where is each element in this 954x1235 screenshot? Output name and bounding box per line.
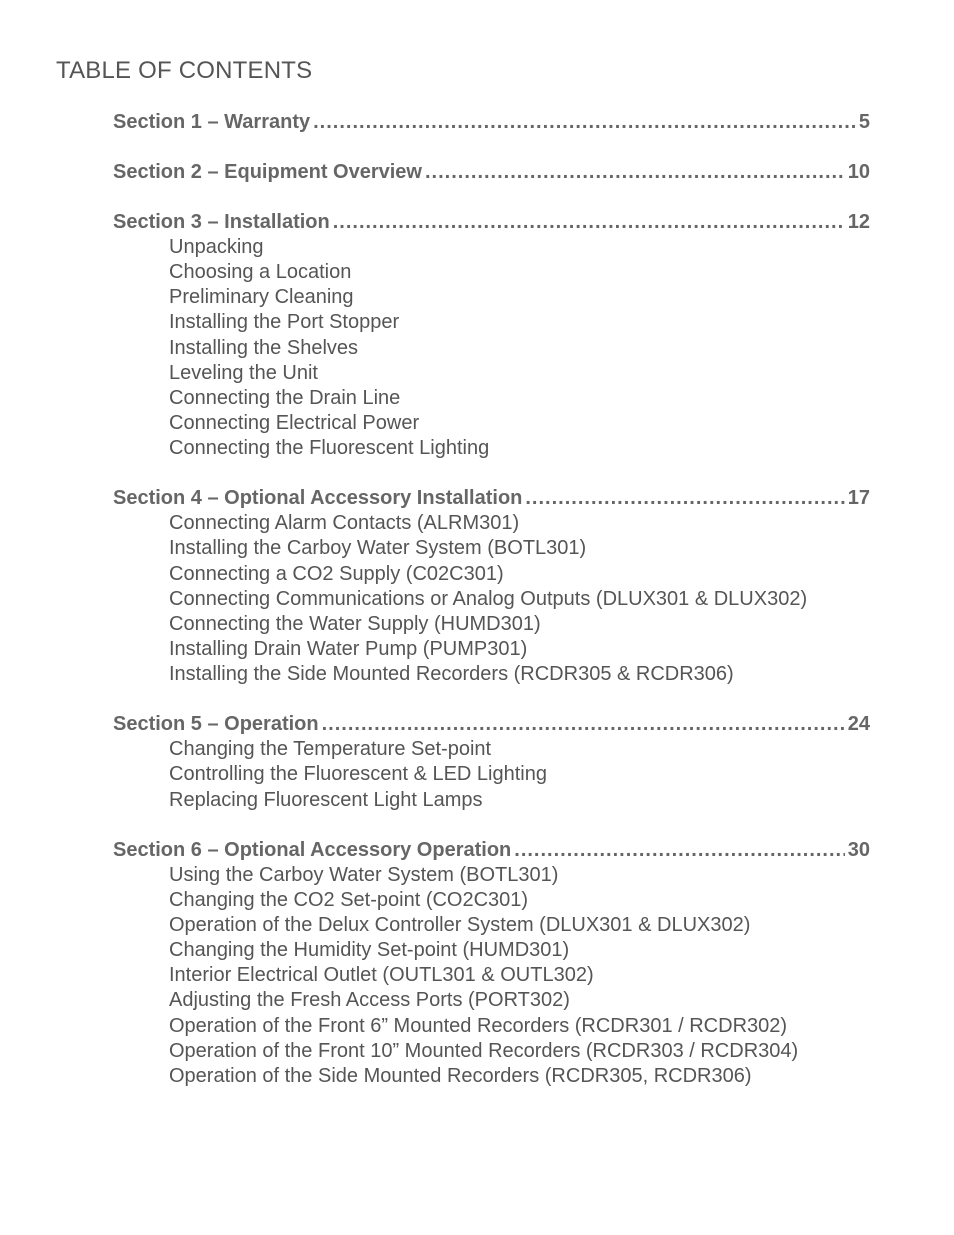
toc-section-entry[interactable] [113,486,870,511]
subsection-list [113,511,870,687]
subsection-item[interactable]: Connecting a CO2 Supply (C02C301) [169,562,504,585]
toc-section-entry[interactable] [113,210,870,235]
subsection-item[interactable]: Interior Electrical Outlet (OUTL301 & OUTL302) [169,964,594,987]
dot-leader [514,838,844,863]
subsection-item[interactable]: Connecting the Water Supply (HUMD301) [169,612,541,635]
toc-section-1 [113,110,870,135]
subsection-item[interactable]: Operation of the Front 6” Mounted Recorders (RCDR301 / RCDR302) [169,1014,788,1037]
toc-section-3 [113,210,870,461]
page-number: 30 [847,838,870,861]
subsection-item[interactable]: Operation of the Front 10” Mounted Recorders (RCDR303 / RCDR304) [169,1039,799,1062]
subsection-item[interactable]: Changing the Temperature Set-point [169,738,492,761]
page-number: 10 [847,161,870,183]
table-of-contents [113,110,870,1114]
subsection-item[interactable]: Unpacking [169,236,264,258]
subsection-item[interactable]: Changing the CO2 Set-point (CO2C301) [169,888,529,911]
subsection-item[interactable]: Operation of the Side Mounted Recorders (RCDR305, RCDR306) [169,1064,752,1087]
dot-leader [322,712,845,737]
page-number: 5 [858,111,870,133]
section-title: Section 2 – Equipment Overview [113,161,422,183]
dot-leader [425,160,845,185]
subsection-item[interactable]: Choosing a Location [169,261,352,284]
toc-section-entry[interactable] [113,712,870,737]
subsection-list [113,863,870,1089]
subsection-item[interactable]: Installing Drain Water Pump (PUMP301) [169,637,528,660]
subsection-item[interactable]: Preliminary Cleaning [169,286,354,309]
page-number: 12 [847,211,870,233]
subsection-item[interactable]: Adjusting the Fresh Access Ports (PORT302) [169,989,570,1012]
dot-leader [333,210,845,235]
dot-leader [525,486,844,511]
subsection-list [113,737,870,812]
toc-section-4 [113,486,870,687]
subsection-item[interactable]: Controlling the Fluorescent & LED Lighting [169,763,547,786]
section-title: Section 3 – Installation [113,211,330,233]
subsection-item[interactable]: Installing the Side Mounted Recorders (RCDR305 & RCDR306) [169,663,734,686]
toc-section-entry[interactable] [113,160,870,185]
page-title: TABLE OF CONTENTS [56,57,313,84]
subsection-item[interactable]: Connecting Electrical Power [169,411,420,434]
subsection-item[interactable]: Connecting the Drain Line [169,386,401,409]
toc-section-entry[interactable] [113,838,870,863]
dot-leader [313,110,856,135]
subsection-item[interactable]: Installing the Port Stopper [169,311,400,334]
section-title: Section 1 – Warranty [113,111,311,133]
page-number: 24 [847,713,870,736]
toc-section-entry[interactable] [113,110,870,135]
section-title: Section 4 – Optional Accessory Installation [113,487,523,510]
subsection-item[interactable]: Operation of the Delux Controller System (DLUX301 & DLUX302) [169,913,751,936]
subsection-list [113,235,870,461]
page-number: 17 [847,487,870,510]
subsection-item[interactable]: Replacing Fluorescent Light Lamps [169,788,483,811]
subsection-item[interactable]: Using the Carboy Water System (BOTL301) [169,863,559,886]
section-title: Section 6 – Optional Accessory Operation [113,838,512,861]
subsection-item[interactable]: Installing the Shelves [169,336,359,359]
toc-section-5 [113,712,870,812]
subsection-item[interactable]: Changing the Humidity Set-point (HUMD301) [169,939,570,962]
toc-section-2 [113,160,870,185]
subsection-item[interactable]: Connecting Communications or Analog Outputs (DLUX301 & DLUX302) [169,587,808,610]
section-title: Section 5 – Operation [113,713,319,736]
subsection-item[interactable]: Connecting the Fluorescent Lighting [169,437,490,460]
toc-section-6 [113,838,870,1089]
subsection-item[interactable]: Installing the Carboy Water System (BOTL301) [169,537,587,560]
subsection-item[interactable]: Leveling the Unit [169,361,318,384]
subsection-item[interactable]: Connecting Alarm Contacts (ALRM301) [169,512,520,535]
